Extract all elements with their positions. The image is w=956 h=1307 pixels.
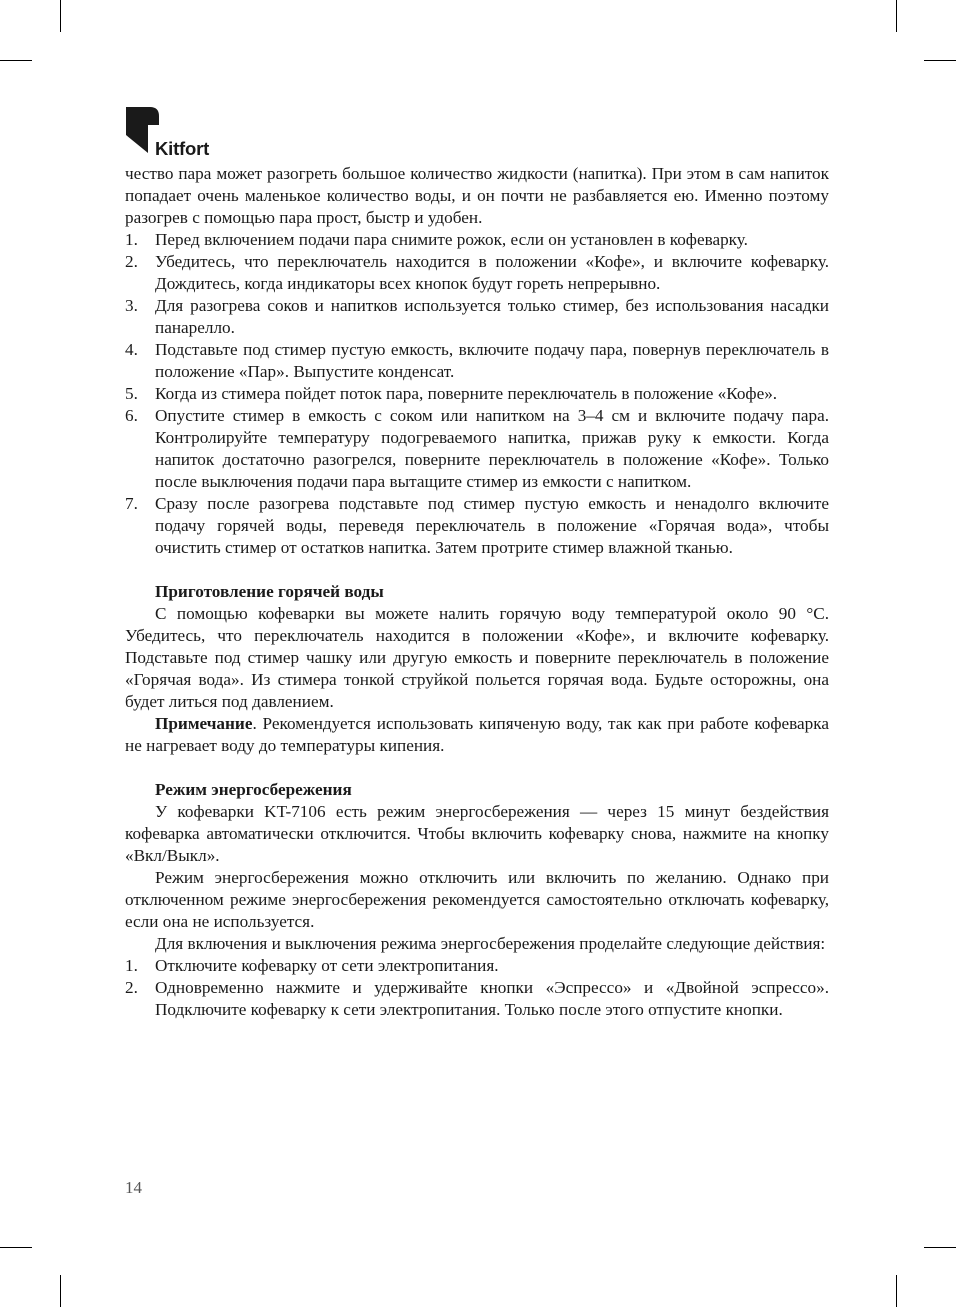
crop-mark — [924, 1247, 956, 1248]
page-number: 14 — [125, 1178, 142, 1197]
hot-water-paragraph: С помощью кофеварки вы можете налить горячую воду температурой около 90 °С. Убедитесь, что переключатель находится в положении «Кофе», и включите кофеварку. Подставьте под стимер чашку или другую емкость и поверните переключатель в положение «Горячая вода». Из стимера тонкой струйкой польется горячая вода. Будьте осторожны, она будет литься под давлением. — [125, 604, 829, 711]
list-item: 4. Подставьте под стимер пустую емкость, включите подачу пара, повернув переключатель в положение «Пар». Выпустите конденсат. — [125, 340, 829, 381]
list-item: 6. Опустите стимер в емкость с соком или напитком на 3–4 см и включите подачу пара. Контролируйте температуру подогреваемого напитка, прижав руку к емкости. Когда напиток достаточно разогрелся, поверните переключатель в положение «Кофе». Только после выключения подачи пара вытащите стимер из емкости с напитком. — [125, 406, 829, 491]
energy-saving-heading: Режим энергосбережения — [155, 780, 352, 799]
hot-water-heading: Приготовление горячей воды — [155, 582, 384, 601]
list-item: 2. Одновременно нажмите и удерживайте кнопки «Эспрессо» и «Двойной эспрессо». Подключите кофеварку к сети электропитания. Только после этого отпустите кнопки. — [125, 978, 829, 1019]
energy-paragraph-2: Режим энергосбережения можно отключить или включить по желанию. Однако при отключенном режиме энергосбережения рекомендуется самостоятельно отключать кофеварку, если она не используется. — [125, 868, 829, 931]
note-paragraph: Примечание. Рекомендуется использовать кипяченую воду, так как при работе кофеварка не нагревает воду до температуры кипения. — [125, 714, 829, 755]
list-item: 3. Для разогрева соков и напитков используется только стимер, без использования насадки панарелло. — [125, 296, 829, 337]
brand-name: Kitfort — [155, 138, 210, 159]
crop-mark — [924, 60, 956, 61]
list-item: 2. Убедитесь, что переключатель находится в положении «Кофе», и включите кофеварку. Дождитесь, когда индикаторы всех кнопок будут гореть непрерывно. — [125, 252, 829, 293]
crop-mark — [60, 0, 61, 32]
crop-mark — [896, 1275, 897, 1307]
intro-paragraph: чество пара может разогреть большое количество жидкости (напитка). При этом в сам напиток попадает очень маленькое количество воды, и он почти не разбавляется ею. Именно поэтому разогрев с помощью пара прост, быстр и удобен. — [125, 164, 829, 227]
steam-steps-list — [125, 229, 829, 559]
page-content — [125, 163, 829, 1021]
crop-mark — [60, 1275, 61, 1307]
crop-mark — [0, 1247, 32, 1248]
list-item: 1. Отключите кофеварку от сети электропитания. — [125, 956, 499, 975]
energy-steps-list — [125, 955, 829, 1021]
crop-mark — [896, 0, 897, 32]
list-item: 5. Когда из стимера пойдет поток пара, поверните переключатель в положение «Кофе». — [125, 384, 778, 403]
energy-paragraph-3: Для включения и выключения режима энергосбережения проделайте следующие действия: — [155, 934, 826, 953]
list-item: 1. Перед включением подачи пара снимите рожок, если он установлен в кофеварку. — [125, 230, 748, 249]
list-item: 7. Сразу после разогрева подставьте под стимер пустую емкость и ненадолго включите подачу горячей воды, переведя переключатель в положение «Горячая вода», чтобы очистить стимер от остатков напитка. Затем протрите стимер влажной тканью. — [125, 494, 829, 557]
crop-mark — [0, 60, 32, 61]
energy-paragraph-1: У кофеварки KT-7106 есть режим энергосбережения — через 15 минут бездействия кофеварка автоматически отключится. Чтобы включить кофеварку снова, нажмите на кнопку «Вкл/Выкл». — [125, 802, 829, 865]
note-label: Примечание — [155, 714, 253, 733]
